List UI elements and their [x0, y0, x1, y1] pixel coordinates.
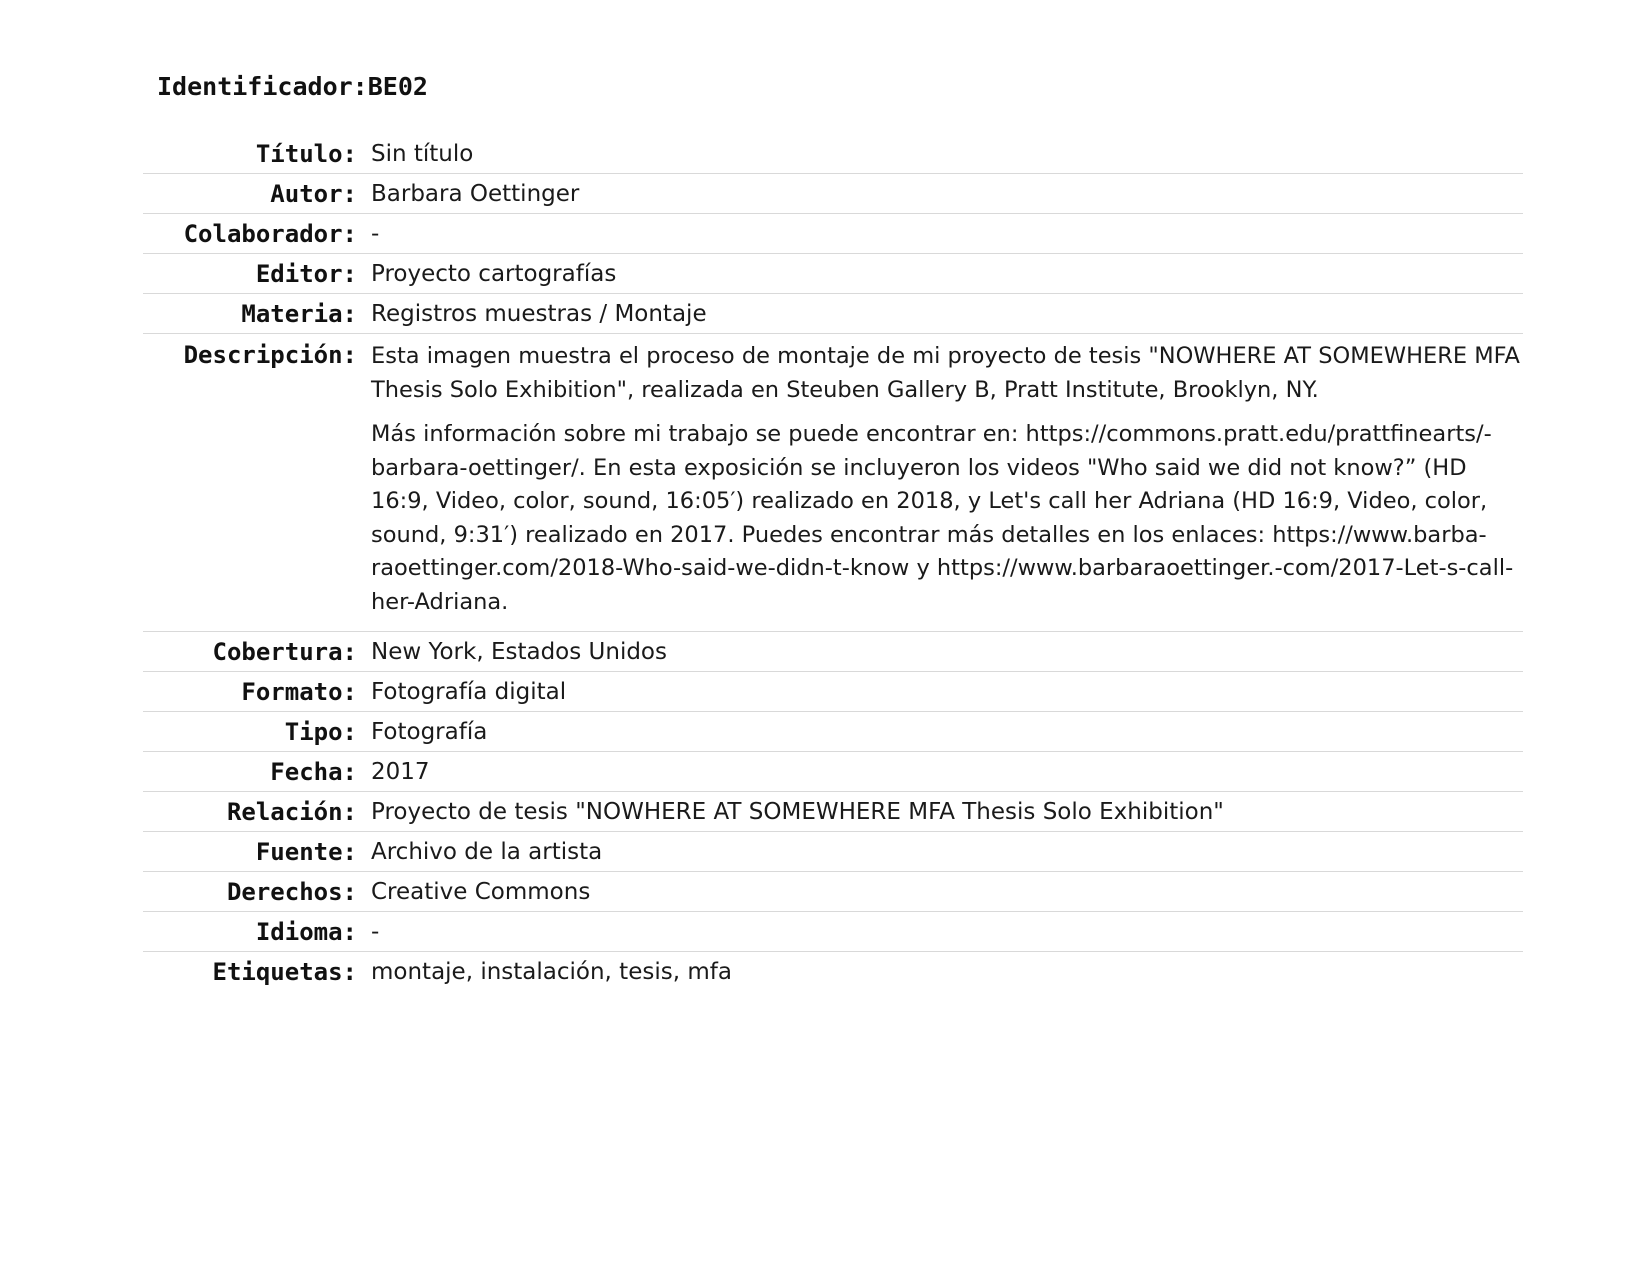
field-value: Archivo de la artista: [371, 832, 1523, 872]
field-label: Materia:: [143, 294, 371, 334]
description-paragraph: Más información sobre mi trabajo se puede encontrar en: https://commons.pratt.edu/prattfinearts/-barbara-oettinger/. En esta exposición se incluyeron los videos "Who said we did not know?” (HD 16:9, Video, color, sound, 16:05′) realizado en 2018, y Let's call her Adriana (HD 16:9, Video, color, sound, 9:31′) realizado en 2017. Puedes encontrar más detalles en los enlaces: https://www.barba-raoettinger.com/2018-Who-said-we-didn-t-know y https://www.barbaraoettinger.-com/2017-Let-s-call-her-Adriana.: [371, 421, 1514, 615]
record-identifier: [157, 72, 428, 101]
identifier-value: BE02: [367, 72, 428, 101]
field-label: Colaborador:: [143, 214, 371, 254]
field-row-colaborador: [143, 214, 1523, 254]
field-label: Título:: [143, 134, 371, 174]
field-label: Descripción:: [143, 334, 371, 632]
field-label: Derechos:: [143, 872, 371, 912]
field-label: Idioma:: [143, 912, 371, 952]
field-row-titulo: [143, 134, 1523, 174]
metadata-table: [143, 134, 1523, 991]
field-value: Fotografía digital: [371, 672, 1523, 712]
field-value: Registros muestras / Montaje: [371, 294, 1523, 334]
field-label: Formato:: [143, 672, 371, 712]
field-label: Tipo:: [143, 712, 371, 752]
field-value: 2017: [371, 752, 1523, 792]
field-row-fecha: [143, 752, 1523, 792]
field-row-fuente: [143, 832, 1523, 872]
field-value: -: [371, 214, 1523, 254]
field-label: Relación:: [143, 792, 371, 832]
field-row-derechos: [143, 872, 1523, 912]
field-label: Editor:: [143, 254, 371, 294]
field-label: Etiquetas:: [212, 958, 357, 986]
field-row-relacion: [143, 792, 1523, 832]
field-row-materia: [143, 294, 1523, 334]
field-label: Cobertura:: [143, 632, 371, 672]
field-row-descripcion: [143, 334, 1523, 632]
field-value: Sin título: [371, 134, 1523, 174]
field-row-tipo: [143, 712, 1523, 752]
field-value: New York, Estados Unidos: [371, 632, 1523, 672]
field-value: Fotografía: [371, 712, 1523, 752]
field-label: Fecha:: [143, 752, 371, 792]
field-row-autor: [143, 174, 1523, 214]
identifier-label: Identificador:: [157, 72, 368, 101]
description-paragraph: Esta imagen muestra el proceso de montaje de mi proyecto de tesis "NOWHERE AT SOMEWHERE MFA Thesis Solo Exhibition", realizada en Steuben Gallery B, Pratt Institute, Brooklyn, NY.: [371, 343, 1520, 403]
field-label: Fuente:: [143, 832, 371, 872]
field-value: Proyecto cartografías: [371, 254, 1523, 294]
field-value: montaje, instalación, tesis, mfa: [371, 959, 732, 985]
field-value: Barbara Oettinger: [371, 174, 1523, 214]
field-row-etiquetas: [143, 952, 1523, 992]
field-row-cobertura: [143, 632, 1523, 672]
field-row-formato: [143, 672, 1523, 712]
field-value-description: [371, 334, 1523, 632]
field-row-editor: [143, 254, 1523, 294]
field-value: Proyecto de tesis "NOWHERE AT SOMEWHERE MFA Thesis Solo Exhibition": [371, 792, 1523, 832]
field-label: Autor:: [143, 174, 371, 214]
field-value: -: [371, 912, 1523, 952]
field-row-idioma: [143, 912, 1523, 952]
field-value: Creative Commons: [371, 872, 1523, 912]
